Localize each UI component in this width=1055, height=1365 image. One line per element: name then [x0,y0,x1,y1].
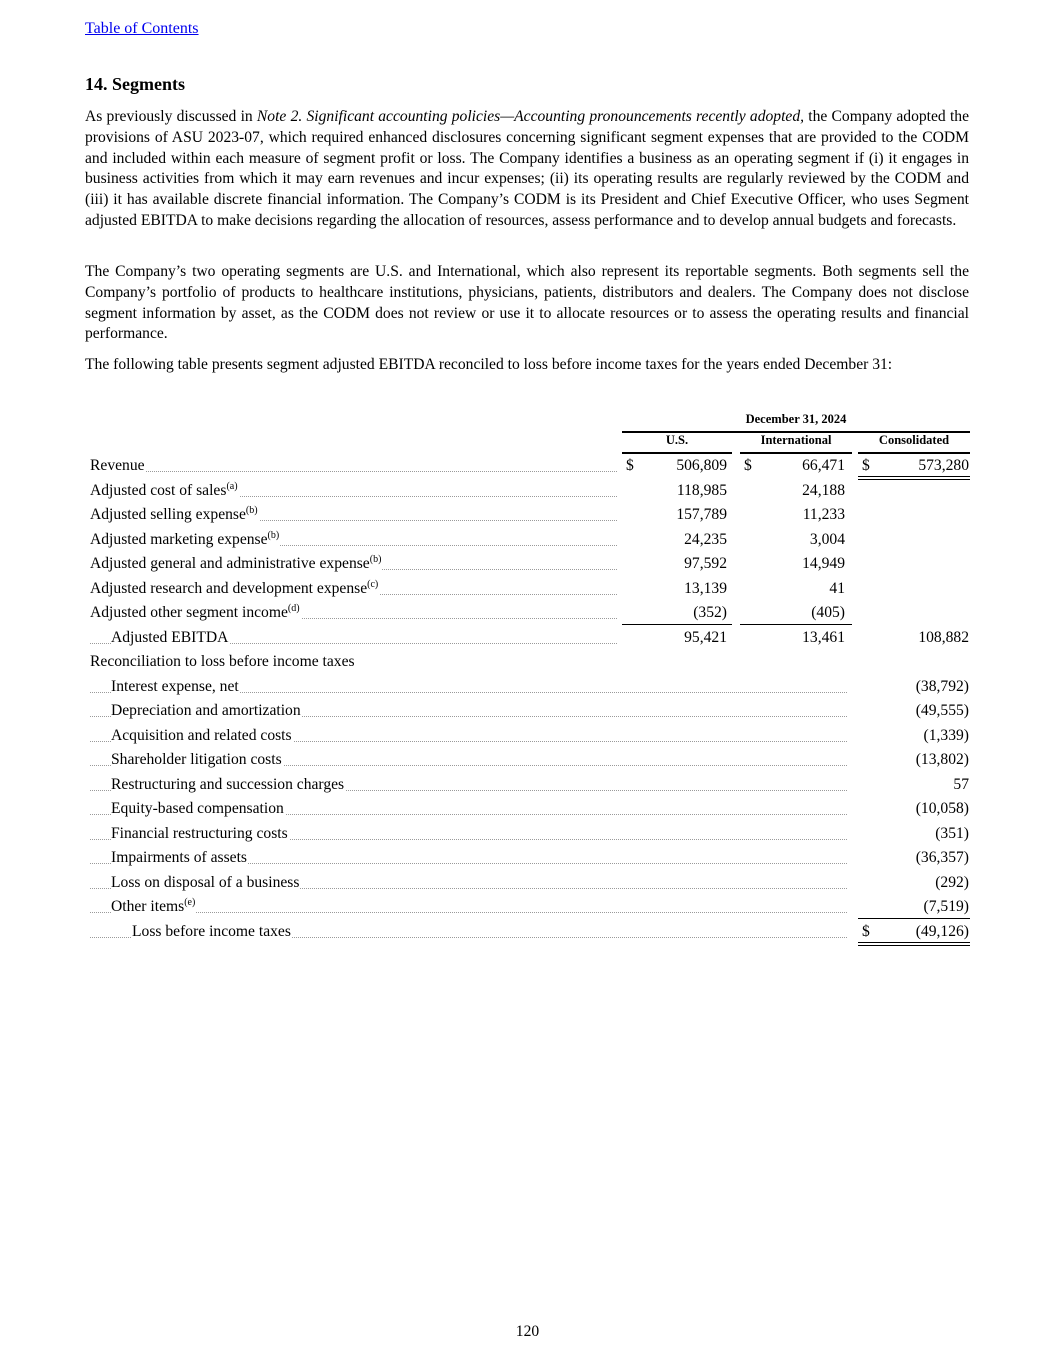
paragraph-table-intro: The following table presents segment adjusted EBITDA reconciled to loss before income taxes for the years ended December 31: [85,356,893,373]
page-number: 120 [515,1323,540,1340]
row-label-text: Financial restructuring costs [111,824,288,842]
row-label [90,456,146,476]
cell-us: 95,421 [684,628,727,646]
row-label [111,873,300,893]
paragraph-operating-segments: The Company’s two operating segments are U.S. and International, which also represent its reportable segments. Both segments sell the Company’s portfolio of products to healthcare institutions, physicians, patients, distributors and dealers. The Company does not disclose segment information by asset, as the CODM does not review or use it to allocate resources or to assess the operating results and financial performance. [85,263,969,343]
cell-consolidated: (10,058) [915,800,969,817]
dot-leader [90,471,617,472]
row-label-text: Other items [111,898,185,915]
cell-us: 13,139 [684,579,727,597]
row-label-text: Equity-based compensation [111,800,284,817]
table-of-contents-link[interactable]: Table of Contents [85,20,199,37]
cell-international: 41 [829,579,845,597]
column-header-consolidated: Consolidated [858,433,970,454]
row-label [111,750,283,770]
row-label [132,922,292,942]
table-row [85,601,970,626]
cell-consolidated: (49,126) [915,922,969,940]
paragraph-asu-adoption [85,107,969,232]
row-label [111,628,229,648]
table-row [85,895,970,920]
row-label [111,799,285,819]
footnote-marker: (b) [369,553,382,565]
table-row [85,748,970,773]
table-row [85,552,970,577]
row-label [90,530,280,550]
table-row [85,503,970,528]
row-label [111,897,196,917]
table-row [85,846,970,871]
cell-us: 157,789 [676,506,727,523]
row-label [90,603,301,623]
cell-consolidated: (49,555) [915,702,969,719]
note-reference: Note 2. Significant accounting policies—Accounting pronouncements recently adopted, [256,108,805,125]
row-label-text: Adjusted cost of sales [90,481,227,499]
cell-consolidated: (1,339) [923,726,969,744]
row-label-text: Loss before income taxes [132,922,291,940]
cell-international: 3,004 [809,530,845,548]
column-header-us: U.S. [622,433,732,454]
row-label-text: Adjusted general and administrative expense [90,555,370,572]
total-row [85,920,970,945]
cell-us: (352) [693,604,727,621]
row-label [111,848,248,868]
period-header: December 31, 2024 [622,412,970,433]
cell-international: 24,188 [802,481,845,499]
cell-consolidated: (36,357) [915,849,969,866]
table-row [85,699,970,724]
double-underline [858,942,970,946]
currency-symbol: $ [862,457,870,474]
table-row [85,871,970,896]
row-label [90,481,239,501]
row-label-text: Revenue [90,457,145,474]
footnote-marker: (e) [184,896,196,908]
cell-us: 506,809 [676,457,727,474]
table-row [85,626,970,651]
dot-leader [90,912,847,913]
cell-consolidated: (13,802) [915,751,969,768]
cell-us: 97,592 [684,555,727,572]
cell-consolidated: 57 [953,775,969,793]
table-row [85,577,970,602]
row-label-text: Loss on disposal of a business [111,873,300,891]
row-label-text: Restructuring and succession charges [111,775,345,793]
row-label-text: Interest expense, net [111,677,239,695]
row-label [90,554,382,574]
row-label-text: Adjusted selling expense [90,506,246,523]
footnote-marker: (b) [245,504,258,516]
table-row [85,479,970,504]
currency-symbol: $ [862,922,870,940]
table-row [85,675,970,700]
cell-international: 66,471 [802,457,845,474]
row-label-text: Impairments of assets [111,849,247,866]
row-label-text: Shareholder litigation costs [111,751,282,768]
row-label [111,701,302,721]
cell-consolidated: (351) [935,824,969,842]
cell-consolidated: 573,280 [918,457,969,474]
row-label-text: Adjusted EBITDA [111,628,229,646]
table-row [85,822,970,847]
currency-symbol: $ [626,457,634,474]
row-label [111,824,289,844]
footnote-marker: (b) [267,529,280,541]
footnote-marker: (c) [367,578,379,590]
row-label-text: Adjusted research and development expense [90,579,368,597]
footnote-marker: (a) [226,480,238,492]
paragraph-text: As previously discussed in [85,108,257,125]
table-row [85,528,970,553]
column-header-international: International [740,433,852,454]
currency-symbol: $ [744,457,752,474]
cell-international: (405) [811,604,845,621]
footnote-marker: (d) [287,602,300,614]
row-label [90,579,379,599]
row-label [111,726,293,746]
cell-consolidated: (38,792) [915,677,969,695]
cell-us: 24,235 [684,530,727,548]
paragraph-text: the Company adopted the provisions of ASU 2023-07, which required enhanced disclosures concerning significant segment expenses that are provided to the CODM and included within each measure of segment profit or loss. The Company identifies a business as an operating segment if (i) it engages in business activities from which it may earn revenues and incur expenses; (ii) its operating results are regularly reviewed by the CODM and (iii) it has available discrete financial information. The Company’s CODM is its President and Chief Executive Officer, who uses Segment adjusted EBITDA to make decisions regarding the allocation of resources, assess performance and to develop annual budgets and forecasts. [85,108,969,229]
table-row [85,724,970,749]
row-label-text: Acquisition and related costs [111,726,292,744]
cell-consolidated: (292) [935,873,969,891]
row-label-text: Adjusted marketing expense [90,530,268,548]
table-row [85,797,970,822]
cell-international: 13,461 [802,628,845,646]
cell-consolidated: 108,882 [918,628,969,646]
reconciliation-header-row [85,650,970,675]
cell-consolidated: (7,519) [923,898,969,915]
table-row [85,454,970,479]
row-label [111,677,240,697]
row-label [111,775,345,795]
row-label-text: Depreciation and amortization [111,702,301,719]
row-label [90,505,259,525]
section-title: 14. Segments [85,74,185,94]
cell-international: 14,949 [802,555,845,572]
reconciliation-header: Reconciliation to loss before income taxes [90,653,355,670]
cell-us: 118,985 [676,481,727,499]
table-row [85,773,970,798]
row-label-text: Adjusted other segment income [90,604,288,621]
cell-international: 11,233 [802,506,845,523]
